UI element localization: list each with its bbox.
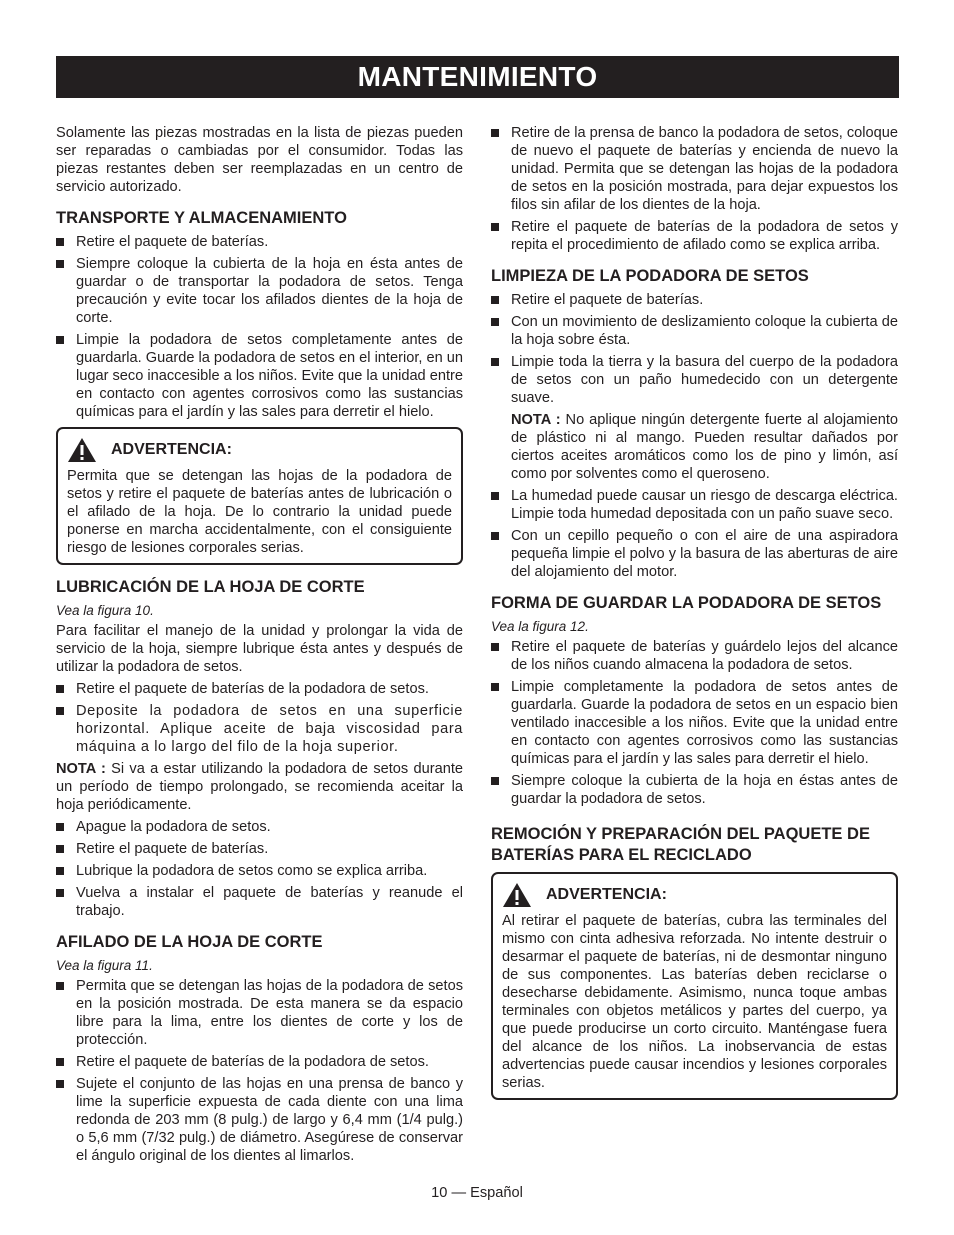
list-item: Siempre coloque la cubierta de la hoja en éstas antes de guardar la podadora de setos. [491, 772, 898, 808]
right-column [491, 124, 898, 1112]
limpieza-list [491, 291, 898, 581]
lubricacion-list-2 [56, 818, 463, 920]
heading-remocion: REMOCIÓN Y PREPARACIÓN DEL PAQUETE DE BATERÍAS PARA EL RECICLADO [491, 825, 870, 864]
heading-limpieza: LIMPIEZA DE LA PODADORA DE SETOS [491, 267, 809, 285]
list-item: Retire el paquete de baterías de la podadora de setos y repita el procedimiento de afilado como se explica arriba. [491, 218, 898, 254]
list-item: Retire el paquete de baterías de la podadora de setos. [56, 1053, 463, 1071]
warning-title: ADVERTENCIA: [546, 886, 667, 903]
transporte-list [56, 233, 463, 421]
list-item-text: Limpie toda la tierra y la basura del cuerpo de la podadora de setos con un paño humedecido con un detergente suave. [511, 354, 898, 406]
warning-box [491, 872, 898, 1100]
figure-reference: Vea la figura 12. [491, 619, 589, 634]
list-item: Retire el paquete de baterías de la podadora de setos. [56, 680, 463, 698]
list-item: Limpie la podadora de setos completamente antes de guardarla. Guarde la podadora de setos en el interior, en un lugar seco inaccesible a los niños. Evite que la unidad entre en contacto con agentes corrosivos como las sustancias químicas para el jardín y las sales para derretir el hielo. [56, 331, 463, 421]
note-paragraph [511, 411, 898, 483]
list-item: Apague la podadora de setos. [56, 818, 463, 836]
intro-paragraph: Solamente las piezas mostradas en la lista de piezas pueden ser reparadas o cambiadas por el consumidor. Todas las piezas restantes deben ser reemplazadas en un centro de servicio autorizado. [56, 125, 463, 195]
list-item: Lubrique la podadora de setos como se explica arriba. [56, 862, 463, 880]
list-item: Siempre coloque la cubierta de la hoja en ésta antes de guardar o de transportar la podadora de setos. Tenga precaución y evite tocar los afilados dientes de la hoja de corte. [56, 255, 463, 327]
list-item: Limpie completamente la podadora de setos antes de guardarla. Guarde la podadora de setos en un espacio bien ventilado inaccesible a los niños. Evite que la unidad entre en contacto con agentes corrosivos como las sustancias químicas para el jardín y las sales para derretir el hielo. [491, 678, 898, 768]
warning-triangle-icon [502, 882, 532, 908]
list-item: Con un movimiento de deslizamiento coloque la cubierta de la hoja sobre ésta. [491, 313, 898, 349]
list-item: La humedad puede causar un riesgo de descarga eléctrica. Limpie toda humedad depositada con un paño suave seco. [491, 487, 898, 523]
list-item: Sujete el conjunto de las hojas en una prensa de banco y lime la superficie expuesta de cada diente con una lima redonda de 203 mm (8 pulg.) de largo y 6,4 mm (1/4 pulg.) o 5,6 mm (7/32 pulg.) de diámetro. Asegúrese de conservar el ángulo original de los dientes al limarlos. [56, 1075, 463, 1165]
note-label: NOTA : [511, 412, 561, 428]
warning-text: Al retirar el paquete de baterías, cubra las terminales del mismo con cinta adhesiva reforzada. No intente destruir o desarmar el paquete de baterías, ni de desmontar ninguno de sus componentes. Las baterías deben reciclarse o desecharse debidamente. Asimismo, nunca toque ambas terminales con objetos metálicos y partes del cuerpo, ya que puede producirse un corto circuito. Manténgase fuera del alcance de los niños. La inobservancia de estas advertencias puede causar incendios y lesiones corporales serias. [502, 913, 887, 1091]
list-item [491, 353, 898, 483]
list-item: Retire el paquete de baterías. [491, 291, 898, 309]
warning-title: ADVERTENCIA: [111, 441, 232, 458]
note-text: Si va a estar utilizando la podadora de setos durante un período de tiempo prolongado, se recomienda aceitar la hoja periódicamente. [56, 761, 463, 813]
heading-guardar: FORMA DE GUARDAR LA PODADORA DE SETOS [491, 594, 882, 612]
warning-triangle-icon [67, 437, 97, 463]
list-item: Retire el paquete de baterías. [56, 233, 463, 251]
list-item: Retire el paquete de baterías. [56, 840, 463, 858]
list-item: Deposite la podadora de setos en una superficie horizontal. Aplique aceite de baja viscosidad para máquina a lo largo del filo de la hoja superior. [56, 702, 463, 756]
heading-lubricacion: LUBRICACIÓN DE LA HOJA DE CORTE [56, 578, 365, 596]
lubricacion-intro: Para facilitar el manejo de la unidad y prolongar la vida de servicio de la hoja, siempre lubrique ésta antes y después de utilizar la podadora de setos. [56, 623, 463, 675]
heading-transporte: TRANSPORTE Y ALMACENAMIENTO [56, 209, 347, 227]
afilado-list [56, 977, 463, 1165]
lubricacion-list [56, 680, 463, 756]
guardar-list [491, 638, 898, 808]
left-column [56, 124, 463, 1169]
warning-box [56, 427, 463, 565]
afilado-continued-list [491, 124, 898, 254]
list-item: Retire de la prensa de banco la podadora de setos, coloque de nuevo el paquete de baterías y encienda de nuevo la unidad. Permita que se detengan las hojas de la podadora de setos en la posición mostrada, para dejar expuestos los filos sin afilar de los dientes de la hoja. [491, 124, 898, 214]
note-text: No aplique ningún detergente fuerte al alojamiento de plástico ni al mango. Pueden resultar dañados por ciertos aceites aromáticos como los de pino y limón, así como por solventes como el queroseno. [511, 412, 898, 482]
note-paragraph [56, 760, 463, 814]
heading-afilado: AFILADO DE LA HOJA DE CORTE [56, 933, 323, 951]
figure-reference: Vea la figura 11. [56, 958, 153, 973]
page-footer: 10 — Español [431, 1185, 523, 1201]
figure-reference: Vea la figura 10. [56, 603, 154, 618]
warning-text: Permita que se detengan las hojas de la podadora de setos y retire el paquete de baterías antes de lubricación o el afilado de la hoja. De lo contrario la unidad puede ponerse en marcha accidentalmente, con el consiguiente riesgo de lesiones corporales serias. [67, 468, 452, 556]
list-item: Con un cepillo pequeño o con el aire de una aspiradora pequeña limpie el polvo y la basura de las aberturas de aire del alojamiento del motor. [491, 527, 898, 581]
note-label: NOTA : [56, 761, 106, 777]
list-item: Retire el paquete de baterías y guárdelo lejos del alcance de los niños cuando almacena la podadora de setos. [491, 638, 898, 674]
list-item: Vuelva a instalar el paquete de baterías y reanude el trabajo. [56, 884, 463, 920]
page-title: MANTENIMIENTO [56, 56, 899, 98]
list-item: Permita que se detengan las hojas de la podadora de setos en la posición mostrada. De esta manera se da espacio libre para la lima, entre los dientes de corte y los de protección. [56, 977, 463, 1049]
